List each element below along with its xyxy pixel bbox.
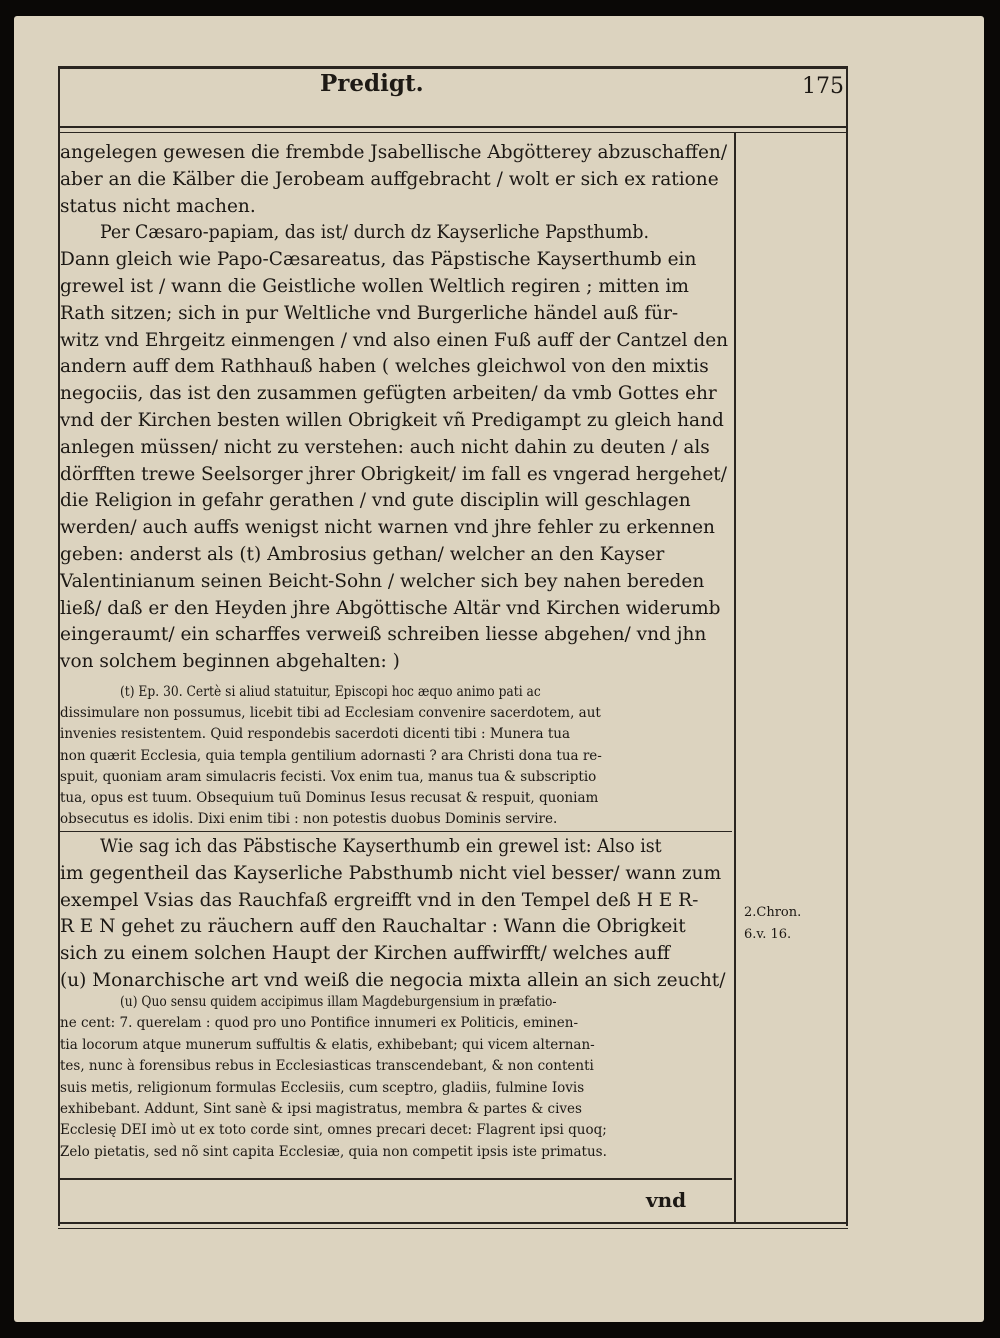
outer-right-border [846,66,848,1226]
main-text-line: angelegen gewesen die frembde Jsabellische Abgötterey abzuschaffen/ [60,142,728,163]
main-text-line: Dann gleich wie Papo-Cæsareatus, das Päpstische Kayserthumb ein [60,249,697,271]
footnote-t-line: tua, opus est tuum. Obsequium tuũ Dominus Iesus recusat & respuit, quoniam [60,790,599,806]
main-text-line: dörfften trewe Seelsorger jhrer Obrigkeit/ im fall es vngerad hergehet/ [60,463,727,485]
margin-note-line-1: 2.Chron. [744,905,802,920]
footnote-u-line: ne cent: 7. querelam : quod pro uno Pontifice innumeri ex Politicis, eminen- [60,1015,579,1032]
main-text-line: status nicht machen. [60,195,256,217]
footnote-t-line: obsecutus es idolis. Dixi enim tibi : non potestis duobus Dominis servire. [60,811,558,828]
header-rule [58,126,848,128]
footnote-u-line: exhibebant. Addunt, Sint sanè & ipsi magistratus, membra & partes & cives [60,1101,582,1117]
margin-note [744,902,814,946]
top-rule [58,66,848,69]
main-text-line: anlegen müssen/ nicht zu verstehen: auch nicht dahin zu deuten / als [60,436,710,458]
main-text-line: von solchem beginnen abgehalten: ) [60,651,400,673]
footnote-u-line: suis metis, religionum formulas Ecclesiis, cum sceptro, gladiis, fulmine Iovis [60,1079,585,1096]
main-text-line: eingeraumt/ ein scharffes verweiß schreiben liesse abgehen/ vnd jhn [60,624,707,646]
footnote-u-line: Ecclesię DEI imò ut ex toto corde sint, omnes precari decet: Flagrent ipsi quoq; [60,1122,607,1139]
footnote-t-line: non quærit Ecclesia, quia templa gentilium adornasti ? ara Christi dona tua re- [60,747,602,764]
catchword: vnd [646,1188,687,1212]
footnote-u-line: (u) Quo sensu quidem accipimus illam Magdeburgensium in præfatio- [120,994,557,1010]
main-text-line: aber an die Kälber die Jerobeam auffgebracht / wolt er sich ex ratione [60,168,719,190]
main-text-line: die Religion in gefahr gerathen / vnd gute disciplin will geschlagen [60,490,691,512]
running-head: Predigt. [320,70,424,97]
main-text-line: andern auff dem Rathhauß haben ( welches gleichwol von den mixtis [60,356,709,378]
main-text-line: Rath sitzen; sich in pur Weltliche vnd Burgerliche händel auß für- [60,302,679,324]
bottom-footnote-rule [60,1178,732,1180]
main-text-line: geben: anderst als (t) Ambrosius gethan/ welcher an den Kayser [60,544,665,565]
footnote-u-line: tia locorum atque munerum suffultis & elatis, exhibebant; qui vicem alternan- [60,1036,595,1053]
footnote-t-line: (t) Ep. 30. Certè si aliud statuitur, Episcopi hoc æquo animo pati ac [120,684,541,700]
bottom-rule [58,1222,848,1224]
main-text-line: Valentinianum seinen Beicht-Sohn / welcher sich bey nahen bereden [60,570,705,592]
bottom-rule-thin [58,1228,848,1229]
main-text-2-line: im gegentheil das Kayserliche Pabsthumb nicht viel besser/ wann zum [60,862,722,884]
right-border [734,132,736,1222]
main-text-line: vnd der Kirchen besten willen Obrigkeit vñ Predigampt zu gleich hand [60,410,724,431]
footnote-u-line: Zelo pietatis, sed nõ sint capita Ecclesiæ, quia non competit ipsis iste primatus. [60,1143,607,1160]
main-text-2-line: R E N gehet zu räuchern auff den Rauchaltar : Wann die Obrigkeit [60,916,686,938]
footnote-t-line: dissimulare non possumus, licebit tibi ad Ecclesiam convenire sacerdotem, aut [60,705,601,722]
main-text-line: werden/ auch auffs wenigst nicht warnen vnd jhre fehler zu erkennen [60,517,715,539]
main-text-2-line: Wie sag ich das Päbstische Kayserthumb ein grewel ist: Also ist [100,836,662,857]
margin-note-line-2: 6.v. 16. [744,927,792,942]
header-rule-thin [58,132,848,133]
footnote-t-line: spuit, quoniam aram simulacris fecisti. Vox enim tua, manus tua & subscriptio [60,768,597,785]
main-text-2-line: (u) Monarchische art vnd weiß die negocia mixta allein an sich zeucht/ [60,970,726,991]
main-text-2-line: exempel Vsias das Rauchfaß ergreifft vnd in den Tempel deß H E R- [60,889,699,911]
main-text-line: witz vnd Ehrgeitz einmengen / vnd also einen Fuß auff der Cantzel den [60,329,729,351]
main-text-line: Per Cæsaro-papiam, das ist/ durch dz Kayserliche Papsthumb. [100,222,649,244]
footnote-separator [60,831,732,832]
main-text-line: negociis, das ist den zusammen gefügten arbeiten/ da vmb Gottes ehr [60,383,717,405]
page-number: 175 [802,74,844,99]
main-text-line: grewel ist / wann die Geistliche wollen Weltlich regiren ; mitten im [60,276,689,297]
main-text-2-line: sich zu einem solchen Haupt der Kirchen auffwirfft/ welches auff [60,943,670,965]
footnote-t-line: invenies resistentem. Quid respondebis sacerdoti dicenti tibi : Munera tua [60,726,571,743]
main-text-line: ließ/ daß er den Heyden jhre Abgöttische Altär vnd Kirchen widerumb [60,597,721,619]
footnote-u-line: tes, nunc à forensibus rebus in Ecclesiasticas transcendebant, & non contenti [60,1058,594,1075]
